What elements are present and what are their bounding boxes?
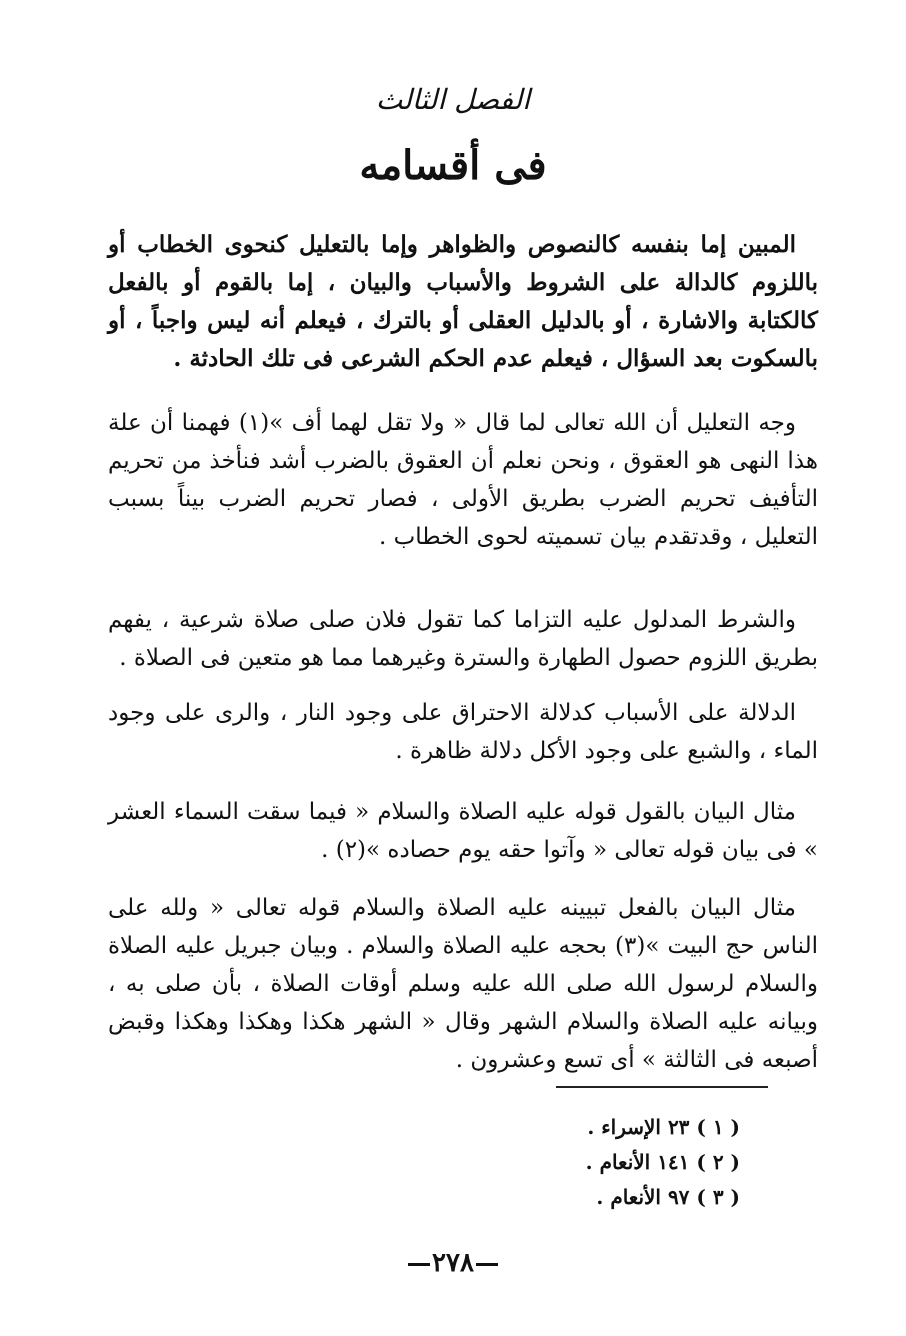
paragraph-6-text: مثال البيان بالفعل تبيينه عليه الصلاة والسلام قوله تعالى « ولله على الناس حج البيت »(٣) بحجه عليه الصلاة والسلام . وبيان جبريل عليه الصلاة والسلام لرسول الله صلى الله عليه وسلم أوقات الصلاة ، بأن صلى به ، وبيانه عليه الصلاة والسلام الشهر وقال « الشهر هكذا وهكذا وهكذا وقبض أصبعه فى الثالثة » أى تسع وعشرون . [108,895,819,1073]
page-number-dash-left [408,1263,430,1266]
paragraph-2 [108,404,818,556]
paragraph-4 [108,694,818,770]
paragraph-4-text: الدلالة على الأسباب كدلالة الاحتراق على وجود النار ، والرى على وجود الماء ، والشبع على وجود الأكل دلالة ظاهرة . [108,700,818,764]
chapter-label: الفصل الثالث [375,83,531,116]
footnote-separator [556,1086,768,1088]
footnote-1: ( ١ ) ٢٣ الإسراء . [587,1115,740,1139]
paragraph-1-text: المبين إما بنفسه كالنصوص والظواهر وإما بالتعليل كنحوى الخطاب أو باللزوم كالدالة على الشروط والأسباب والبيان ، إما بالقوم أو بالفعل كالكتابة والاشارة ، أو بالدليل العقلى أو بالترك ، فيعلم أنه ليس واجباً ، أو بالسكوت بعد السؤال ، فيعلم عدم الحكم الشرعى فى تلك الحادثة . [108,231,818,372]
chapter-title: فى أقسامه [359,142,547,189]
footnote-2: ( ٢ ) ١٤١ الأنعام . [585,1150,740,1174]
page-number-value: ٢٧٨ [432,1248,474,1278]
paragraph-3-text: والشرط المدلول عليه التزاما كما تقول فلان صلى صلاة شرعية ، يفهم بطريق اللزوم حصول الطهارة والسترة وغيرهما مما هو متعين فى الصلاة . [108,607,818,671]
paragraph-1 [108,226,818,378]
paragraph-5-text: مثال البيان بالقول قوله عليه الصلاة والسلام « فيما سقت السماء العشر » فى بيان قوله تعالى « وآتوا حقه يوم حصاده »(٢) . [108,799,818,863]
page-number [0,1245,906,1281]
paragraph-3 [108,601,818,677]
paragraph-5 [108,793,818,869]
paragraph-2-text: وجه التعليل أن الله تعالى لما قال « ولا تقل لهما أف »(١) فهمنا أن علة هذا النهى هو العقوق ، ونحن نعلم أن العقوق بالضرب أشد فنأخذ من تحريم التأفيف تحريم الضرب بطريق الأولى ، فصار تحريم الضرب بيناً بسبب التعليل ، وقدتقدم بيان تسميته لحوى الخطاب . [108,410,818,550]
footnotes [530,1110,740,1215]
page-number-dash-right [476,1263,498,1266]
footnote-3: ( ٣ ) ٩٧ الأنعام . [596,1185,740,1209]
paragraph-6 [108,889,818,1079]
